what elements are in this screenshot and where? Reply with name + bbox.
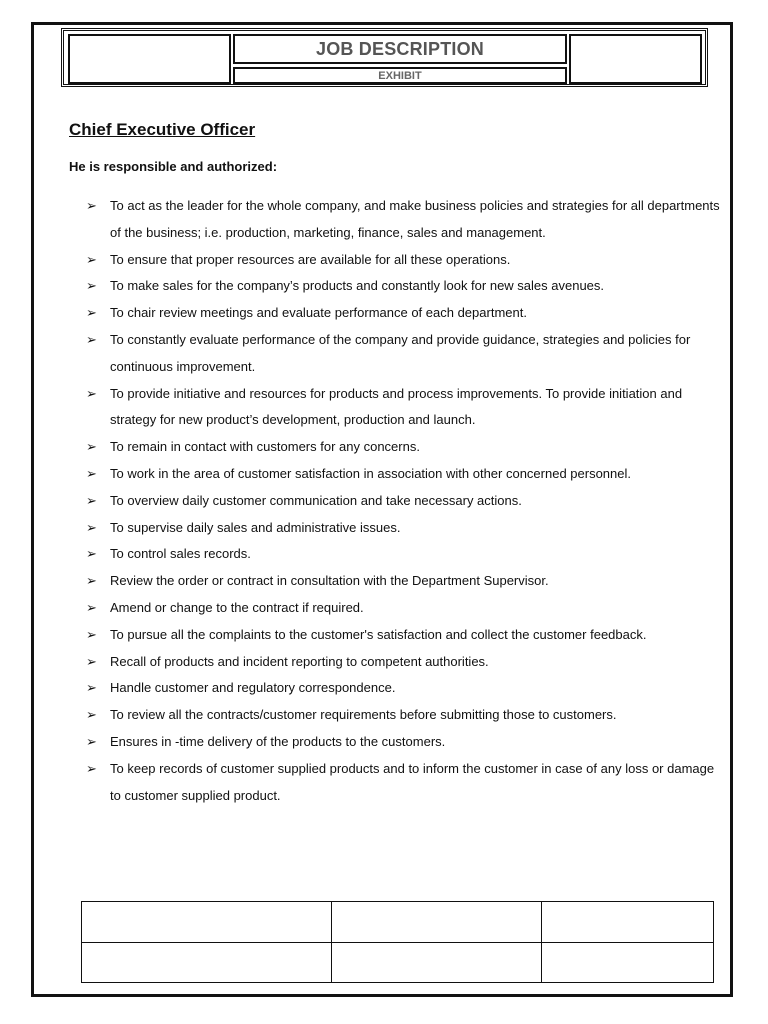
duty-item <box>86 247 726 274</box>
duty-item <box>86 300 726 327</box>
duty-text: To constantly evaluate performance of the company and provide guidance, strategies and policies for continuous improvement. <box>110 331 691 374</box>
duty-item <box>86 488 726 515</box>
signature-row <box>82 902 714 943</box>
header-subtitle-cell <box>233 67 567 84</box>
document-title: JOB DESCRIPTION <box>315 38 485 59</box>
arrow-bullet-icon: ➢ <box>86 305 97 321</box>
header-info-cell <box>569 34 702 84</box>
duty-text: To ensure that proper resources are available for all these operations. <box>110 251 511 267</box>
arrow-bullet-icon: ➢ <box>86 626 97 642</box>
arrow-bullet-icon: ➢ <box>86 733 97 749</box>
signature-row <box>82 942 714 983</box>
duty-text: Handle customer and regulatory correspondence. <box>110 680 396 696</box>
position-title: Chief Executive Officer <box>69 120 256 139</box>
arrow-bullet-icon: ➢ <box>86 599 97 615</box>
duty-item <box>86 434 726 461</box>
duty-item <box>86 649 726 676</box>
duty-text: Amend or change to the contract if required. <box>110 599 364 615</box>
duty-item <box>86 756 726 810</box>
duty-text: Review the order or contract in consultation with the Department Supervisor. <box>110 573 549 589</box>
duty-text: To chair review meetings and evaluate performance of each department. <box>110 305 527 321</box>
duty-item <box>86 273 726 300</box>
signature-cell <box>332 902 542 943</box>
duty-item <box>86 541 726 568</box>
arrow-bullet-icon: ➢ <box>86 519 97 535</box>
duty-item <box>86 675 726 702</box>
arrow-bullet-icon: ➢ <box>86 707 97 723</box>
header-logo-cell <box>68 34 231 84</box>
arrow-bullet-icon: ➢ <box>86 680 97 696</box>
arrow-bullet-icon: ➢ <box>86 331 97 347</box>
signature-cell <box>332 942 542 983</box>
signature-cell <box>82 902 332 943</box>
intro-text: He is responsible and authorized: <box>69 159 278 174</box>
duty-text: To control sales records. <box>110 546 251 562</box>
duty-text: Recall of products and incident reporting to competent authorities. <box>110 653 489 669</box>
duties-list <box>86 193 726 809</box>
duty-item <box>86 568 726 595</box>
duty-item <box>86 622 726 649</box>
arrow-bullet-icon: ➢ <box>86 439 97 455</box>
arrow-bullet-icon: ➢ <box>86 653 97 669</box>
duty-item <box>86 461 726 488</box>
duty-item <box>86 515 726 542</box>
duty-item <box>86 595 726 622</box>
arrow-bullet-icon: ➢ <box>86 546 97 562</box>
arrow-bullet-icon: ➢ <box>86 278 97 294</box>
duty-text: To remain in contact with customers for any concerns. <box>110 439 420 455</box>
duty-text: To work in the area of customer satisfaction in association with other concerned personnel. <box>110 465 631 481</box>
signature-cell <box>82 942 332 983</box>
duty-text: To act as the leader for the whole company, and make business policies and strategies for all departments of the business; i.e. production, marketing, finance, sales and management. <box>110 198 720 240</box>
duty-item <box>86 729 726 756</box>
arrow-bullet-icon: ➢ <box>86 198 97 213</box>
signature-cell <box>542 942 714 983</box>
header-table <box>61 28 708 87</box>
arrow-bullet-icon: ➢ <box>86 465 97 481</box>
arrow-bullet-icon: ➢ <box>86 492 97 508</box>
arrow-bullet-icon: ➢ <box>86 573 97 589</box>
duty-item <box>86 702 726 729</box>
duty-text: To overview daily customer communication and take necessary actions. <box>110 492 522 508</box>
header-title-cell <box>233 34 567 64</box>
duty-text: To supervise daily sales and administrative issues. <box>110 519 401 535</box>
duty-item <box>86 193 726 247</box>
document-subtitle: EXHIBIT <box>378 69 422 82</box>
duty-text: Ensures in -time delivery of the products to the customers. <box>110 733 446 749</box>
duty-text: To make sales for the company’s products and constantly look for new sales avenues. <box>110 278 605 294</box>
duty-text: To provide initiative and resources for products and process improvements. To provide initiation and strategy for new product’s development, production and launch. <box>110 385 683 428</box>
duty-text: To keep records of customer supplied products and to inform the customer in case of any loss or damage to customer supplied product. <box>110 760 715 803</box>
duty-item <box>86 327 726 381</box>
arrow-bullet-icon: ➢ <box>86 385 97 401</box>
arrow-bullet-icon: ➢ <box>86 760 97 776</box>
duty-text: To review all the contracts/customer requirements before submitting those to customers. <box>110 707 617 723</box>
duty-item <box>86 381 726 435</box>
signature-table <box>81 901 714 983</box>
signature-cell <box>542 902 714 943</box>
duty-text: To pursue all the complaints to the customer's satisfaction and collect the customer feedback. <box>110 626 647 642</box>
arrow-bullet-icon: ➢ <box>86 251 97 267</box>
